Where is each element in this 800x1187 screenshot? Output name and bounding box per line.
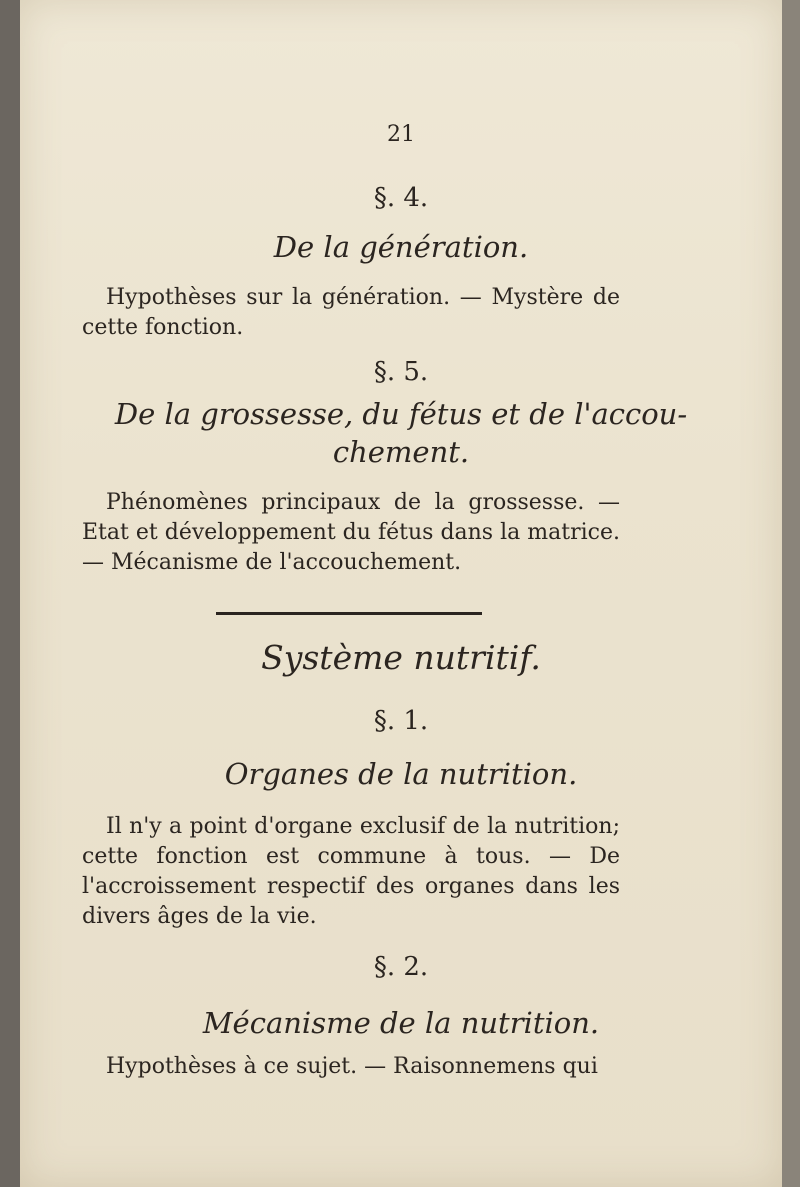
section-text-grossesse: Phénomènes principaux de la grossesse. — Etat et développement du fétus dans la matrice. — Mécanisme de l'accouchement.	[82, 490, 620, 575]
page-edge	[782, 0, 800, 1187]
section-title-mecanisme: Mécanisme de la nutrition.	[202, 1006, 600, 1040]
page-number: 21	[387, 122, 415, 147]
section-mark-4: §. 4.	[373, 183, 429, 213]
section-text-mecanisme: Hypothèses à ce sujet. — Raisonnemens qui	[106, 1054, 598, 1079]
section-text-generation: Hypothèses sur la génération. — Mystère de cette fonction.	[82, 285, 620, 340]
section-mark-1: §. 1.	[373, 706, 429, 736]
divider-rule	[216, 612, 482, 615]
section-title-generation: De la génération.	[273, 230, 529, 264]
book-page	[20, 0, 782, 1187]
section-title-organes: Organes de la nutrition.	[224, 757, 578, 791]
section-text-organes: Il n'y a point d'organe exclusif de la nutrition; cette fonction est commune à tous. — De l'accroissement respectif des organes dans les divers âges de la vie.	[82, 814, 620, 929]
section-title-grossesse-line1: De la grossesse, du fétus et de l'accou-	[114, 397, 688, 431]
section-title-grossesse-line2: chement.	[332, 435, 470, 469]
section-mark-2: §. 2.	[373, 952, 429, 982]
section-mark-5: §. 5.	[373, 357, 429, 387]
system-title: Système nutritif.	[261, 638, 541, 677]
